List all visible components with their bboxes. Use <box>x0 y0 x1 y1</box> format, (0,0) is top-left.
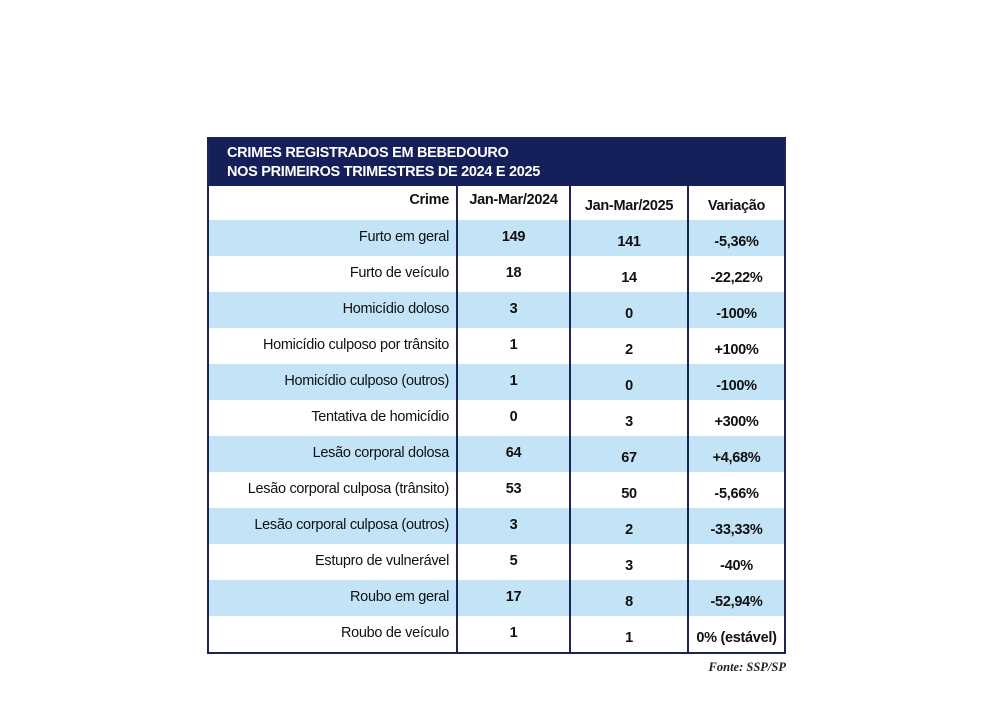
source-note: Fonte: SSP/SP <box>708 660 786 674</box>
cell-2024: 1 <box>457 328 570 364</box>
cell-variation: -33,33% <box>688 508 784 544</box>
table-row <box>209 400 784 436</box>
table-row <box>209 256 784 292</box>
cell-crime: Homicídio culposo (outros) <box>209 364 457 400</box>
cell-variation: -22,22% <box>688 256 784 292</box>
cell-2024: 149 <box>457 220 570 256</box>
cell-2025: 1 <box>570 616 688 652</box>
cell-2024: 3 <box>457 292 570 328</box>
cell-variation: +300% <box>688 400 784 436</box>
cell-variation: +100% <box>688 328 784 364</box>
table-title-line1: CRIMES REGISTRADOS EM BEBEDOURO <box>227 145 509 161</box>
cell-variation: 0% (estável) <box>688 616 784 652</box>
cell-2024: 53 <box>457 472 570 508</box>
cell-2025: 14 <box>570 256 688 292</box>
cell-2024: 1 <box>457 364 570 400</box>
table-row <box>209 616 784 652</box>
cell-crime: Tentativa de homicídio <box>311 409 449 425</box>
crime-table-container <box>207 137 786 654</box>
cell-2025: 2 <box>570 508 688 544</box>
table-title-line2: NOS PRIMEIROS TRIMESTRES DE 2024 E 2025 <box>227 164 541 180</box>
cell-crime: Lesão corporal culposa (outros) <box>209 508 457 544</box>
cell-2024: 5 <box>457 544 570 580</box>
cell-2025: 3 <box>570 544 688 580</box>
cell-2024: 18 <box>457 256 570 292</box>
cell-2024: 17 <box>457 580 570 616</box>
cell-variation: -40% <box>688 544 784 580</box>
header-crime: Crime <box>409 192 449 208</box>
table-row <box>209 292 784 328</box>
cell-crime: Roubo em geral <box>209 580 457 616</box>
cell-crime: Estupro de vulnerável <box>315 553 449 569</box>
cell-2025: 141 <box>570 220 688 256</box>
header-2025: Jan-Mar/2025 <box>570 186 688 220</box>
cell-variation: -100% <box>688 292 784 328</box>
table-header-row <box>209 186 784 220</box>
cell-2024: 1 <box>457 616 570 652</box>
cell-crime: Roubo de veículo <box>340 625 449 641</box>
cell-variation: -52,94% <box>688 580 784 616</box>
header-variation: Variação <box>688 186 784 220</box>
cell-2025: 67 <box>570 436 688 472</box>
cell-crime: Furto em geral <box>209 220 457 256</box>
table-row <box>209 328 784 364</box>
table-row <box>209 508 784 544</box>
cell-2025: 0 <box>570 364 688 400</box>
cell-crime: Furto de veículo <box>349 265 449 281</box>
cell-crime: Homicídio culposo por trânsito <box>262 337 449 353</box>
cell-2024: 3 <box>457 508 570 544</box>
cell-crime: Lesão corporal culposa (trânsito) <box>247 481 449 497</box>
table-row <box>209 580 784 616</box>
cell-2025: 3 <box>570 400 688 436</box>
table-row <box>209 472 784 508</box>
cell-variation: -5,36% <box>688 220 784 256</box>
cell-2025: 2 <box>570 328 688 364</box>
table-title <box>209 139 784 186</box>
cell-2025: 50 <box>570 472 688 508</box>
header-2024: Jan-Mar/2024 <box>457 186 570 220</box>
cell-2024: 0 <box>457 400 570 436</box>
cell-variation: -5,66% <box>688 472 784 508</box>
crime-table <box>209 186 784 652</box>
cell-2025: 0 <box>570 292 688 328</box>
table-row <box>209 436 784 472</box>
cell-variation: +4,68% <box>688 436 784 472</box>
table-row <box>209 364 784 400</box>
table-row <box>209 544 784 580</box>
cell-2025: 8 <box>570 580 688 616</box>
cell-variation: -100% <box>688 364 784 400</box>
cell-crime: Homicídio doloso <box>209 292 457 328</box>
table-row <box>209 220 784 256</box>
cell-crime: Lesão corporal dolosa <box>209 436 457 472</box>
cell-2024: 64 <box>457 436 570 472</box>
